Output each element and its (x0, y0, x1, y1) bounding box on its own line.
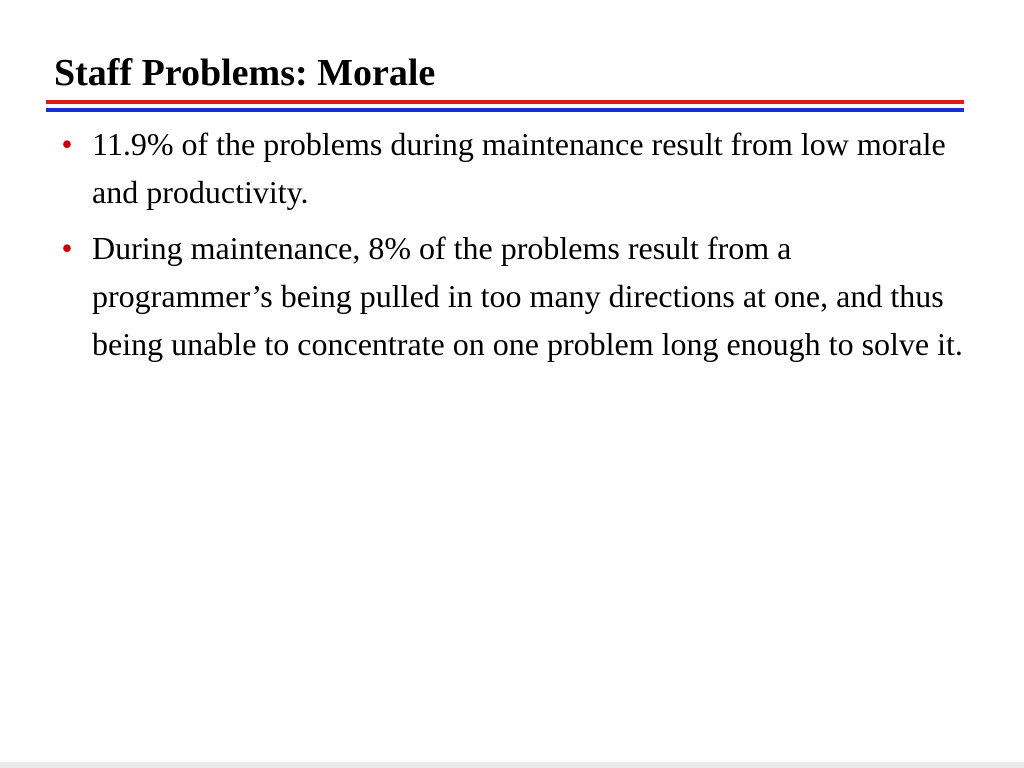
bottom-band (0, 762, 1024, 768)
bullet-text: During maintenance, 8% of the problems result from a programmer’s being pulled in too many directions at one, and thus being unable to concentrate on one problem long enough to solve it. (92, 230, 963, 362)
title-underline-red (46, 100, 964, 104)
bullet-item (54, 120, 974, 216)
slide-title: Staff Problems: Morale (54, 52, 436, 94)
bullet-list (54, 120, 974, 376)
title-underline-blue (46, 108, 964, 112)
bullet-text: 11.9% of the problems during maintenance result from low morale and productivity. (92, 126, 946, 210)
bullet-icon: • (61, 126, 73, 162)
bullet-item (54, 224, 974, 368)
bullet-icon: • (61, 230, 73, 266)
